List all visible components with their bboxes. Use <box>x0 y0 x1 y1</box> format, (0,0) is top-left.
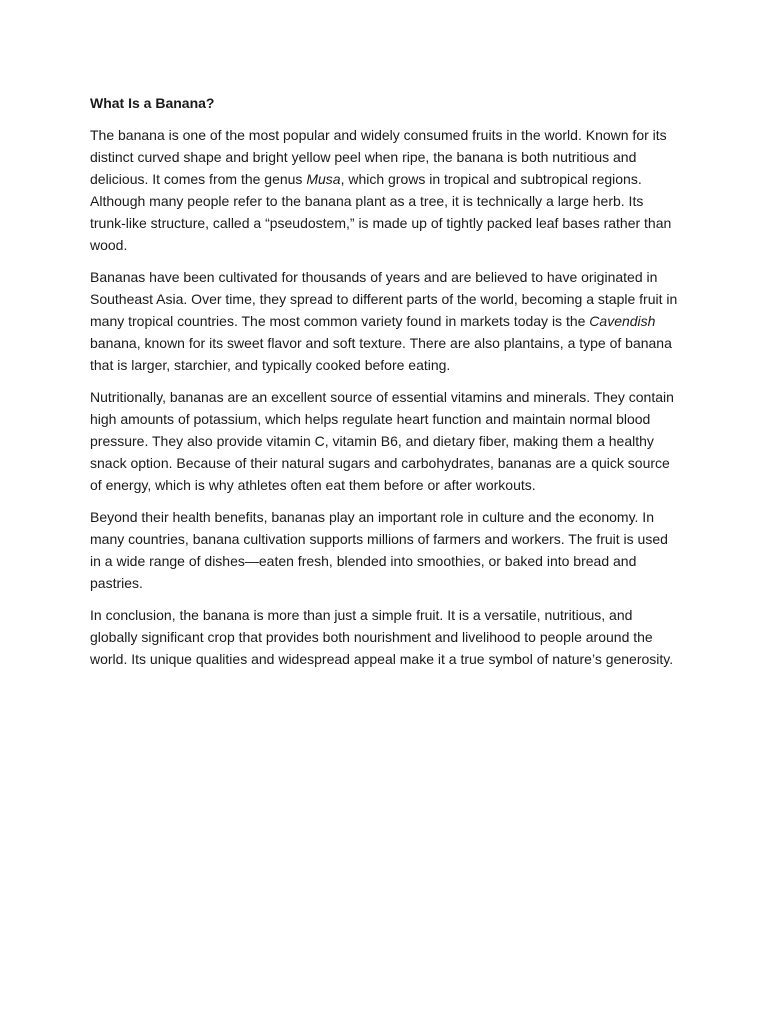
italic-term-cavendish: Cavendish <box>589 313 656 329</box>
paragraph-culture: Beyond their health benefits, bananas play an important role in culture and the economy. In many countries, banana cultivation supports millions of farmers and workers. The fruit is used in a wide range of dishes—eaten fresh, blended into smoothies, or baked into bread and pastries. <box>90 509 668 591</box>
document-page <box>90 92 682 680</box>
italic-term-musa: Musa <box>306 171 341 187</box>
paragraph-intro <box>90 124 682 256</box>
paragraph-history <box>90 266 682 376</box>
paragraph-nutrition: Nutritionally, bananas are an excellent source of essential vitamins and minerals. They contain high amounts of potassium, which helps regulate heart function and maintain normal blood pressure. They also provide vitamin C, vitamin B6, and dietary fiber, making them a healthy snack option. Because of their natural sugars and carbohydrates, bananas are a quick source of energy, which is why athletes often eat them before or after workouts. <box>90 389 674 493</box>
paragraph-text: , which grows in tropical and subtropical regions. Although many people refer to the banana plant as a tree, it is technically a large herb. Its trunk-like structure, called a “pseudostem,” is made up of tightly packed leaf bases rather than wood. <box>90 171 672 253</box>
document-title: What Is a Banana? <box>90 95 215 111</box>
paragraph-text: Bananas have been cultivated for thousands of years and are believed to have originated in Southeast Asia. Over time, they spread to different parts of the world, becoming a staple fruit in many tropical countries. The most common variety found in markets today is the <box>90 269 678 329</box>
paragraph-text: banana, known for its sweet flavor and soft texture. There are also plantains, a type of banana that is larger, starchier, and typically cooked before eating. <box>90 335 672 373</box>
paragraph-text: The banana is one of the most popular and widely consumed fruits in the world. Known for its distinct curved shape and bright yellow peel when ripe, the banana is both nutritious and delicious. It comes from the genus <box>90 127 667 187</box>
paragraph-conclusion: In conclusion, the banana is more than just a simple fruit. It is a versatile, nutritious, and globally significant crop that provides both nourishment and livelihood to people around the world. Its unique qualities and widespread appeal make it a true symbol of nature’s generosity. <box>90 607 674 667</box>
